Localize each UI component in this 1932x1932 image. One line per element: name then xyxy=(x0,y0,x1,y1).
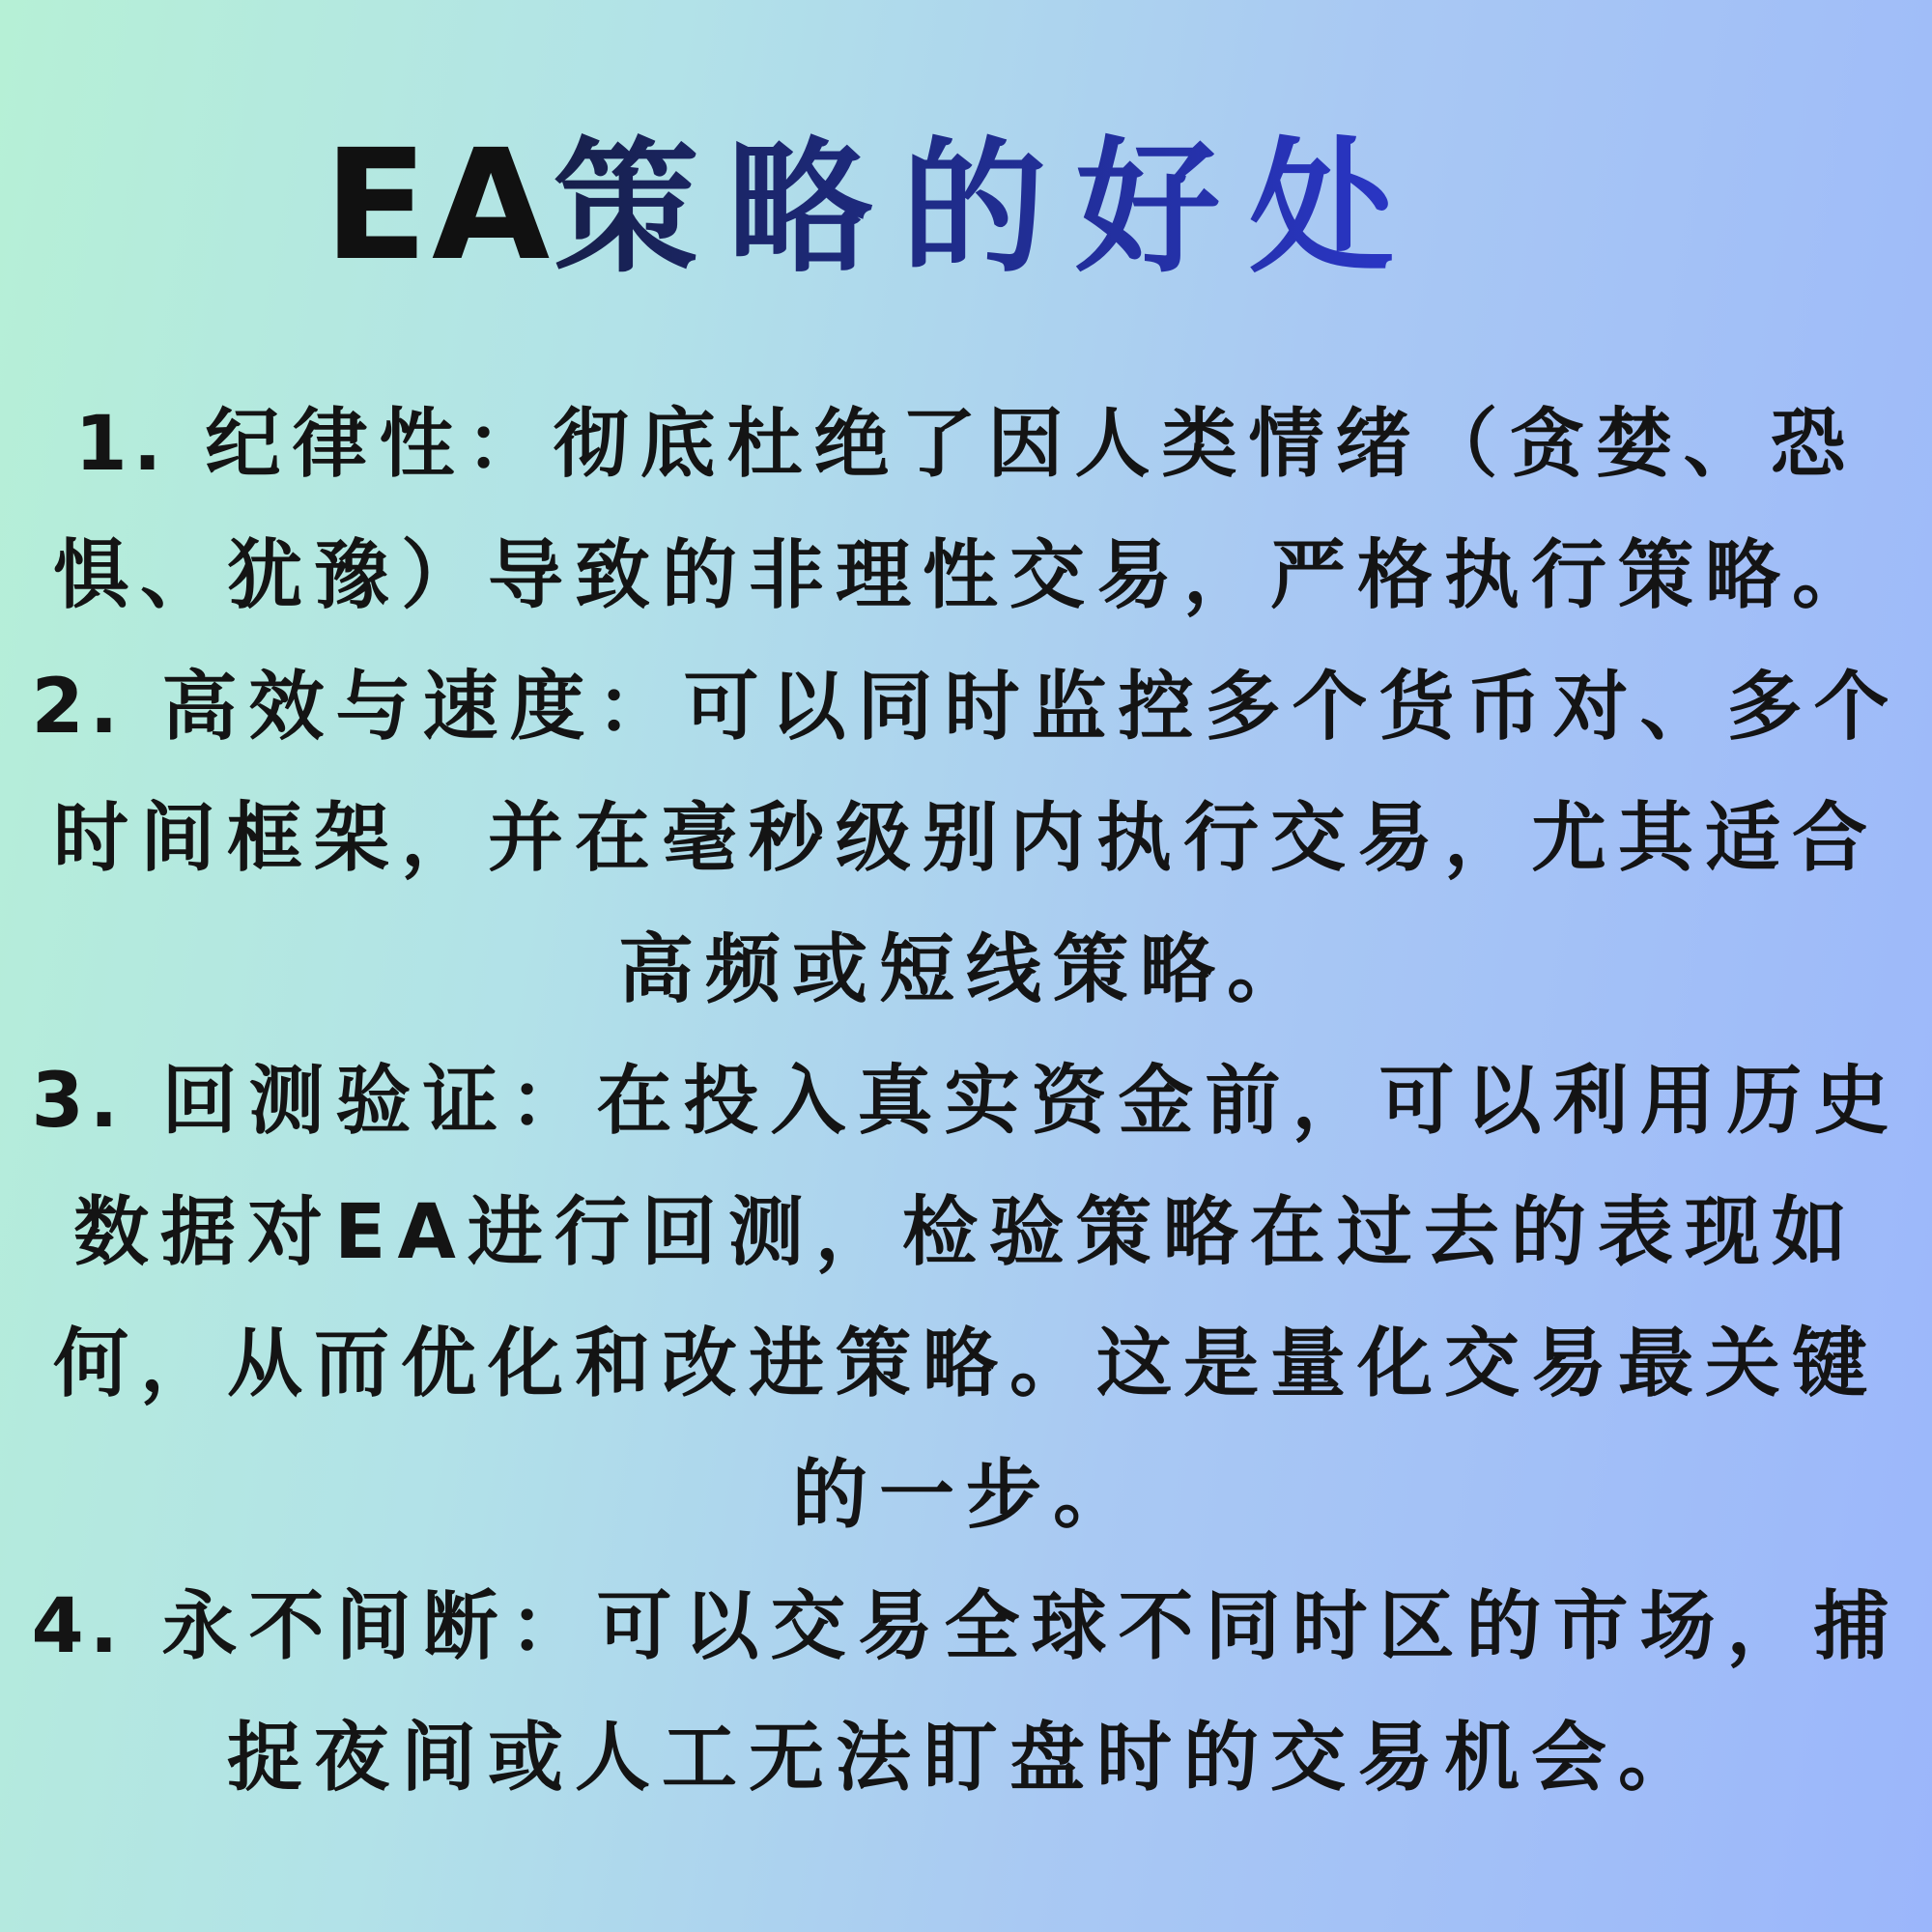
benefit-item-3 xyxy=(0,1036,1932,1561)
benefit-list xyxy=(0,379,1932,1824)
benefit-number: 3. xyxy=(31,1058,125,1145)
title-main: 策略的好处 xyxy=(554,125,1424,293)
benefit-number: 1. xyxy=(74,401,168,488)
benefit-number: 2. xyxy=(31,664,125,751)
benefit-item-4 xyxy=(0,1561,1932,1824)
title-prefix: EA xyxy=(324,117,554,295)
benefit-text: 高效与速度：可以同时监控多个货币对、多个时间框架，并在毫秒级别内执行交易，尤其适合高频或短线策略。 xyxy=(52,664,1901,1013)
benefit-item-2 xyxy=(0,641,1932,1036)
benefit-text: 纪律性：彻底杜绝了因人类情绪（贪婪、恐惧、犹豫）导致的非理性交易，严格执行策略。 xyxy=(52,401,1879,619)
benefit-text: 永不间断：可以交易全球不同时区的市场，捕捉夜间或人工无法盯盘时的交易机会。 xyxy=(161,1583,1901,1802)
benefit-item-1 xyxy=(0,379,1932,641)
benefit-text: 回测验证：在投入真实资金前，可以利用历史数据对EA进行回测，检验策略在过去的表现如何，从而优化和改进策略。这是量化交易最关键的一步。 xyxy=(52,1058,1901,1539)
page-title xyxy=(0,114,1932,298)
benefit-number: 4. xyxy=(31,1583,125,1670)
